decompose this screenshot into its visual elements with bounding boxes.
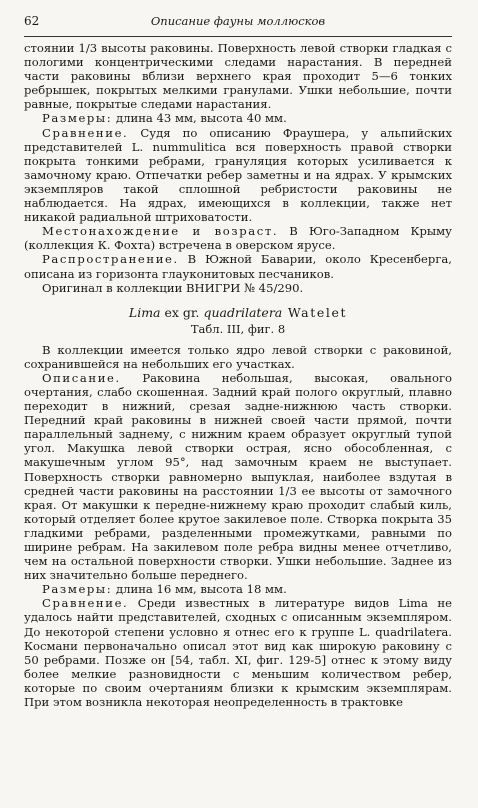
species-author: Watelet [282, 304, 348, 320]
dimensions-text: длина 43 мм, высота 40 мм. [112, 111, 287, 126]
species-name: quadrilatera [203, 304, 283, 320]
paragraph-locality [24, 224, 452, 252]
plate-reference: Табл. III, фиг. 8 [190, 321, 286, 336]
paragraph-collection: В коллекции имеется только ядро левой створки с раковиной, сохранившейся на небольших его участках. [24, 342, 452, 371]
dimensions-text-2: длина 16 мм, высота 18 мм. [112, 582, 287, 597]
page-header [24, 14, 452, 32]
running-title: Описание фауны моллюсков [150, 14, 326, 28]
locality-text: В Юго-Западном Крыму (коллекция К. Фохта) встречена в оверском ярусе. [24, 224, 453, 253]
heading-dimensions-2: Размеры: [42, 582, 113, 597]
paragraph-distribution [24, 252, 452, 280]
heading-distribution: Распространение. [42, 252, 179, 267]
distribution-text: В Южной Баварии, около Кресенберга, описана из горизонта глауконитовых песчаников. [24, 252, 452, 281]
header-rule [24, 36, 452, 37]
heading-dimensions: Размеры: [42, 111, 113, 126]
heading-comparison: Сравнение. [42, 125, 129, 140]
comparison-text: Судя по описанию Фраушера, у альпийских представителей L. nummulitica вся поверхность правой створки покрыта тонкими ребрами, грануляция которых усиливается к замочному краю. Отпечатки ребер заметны и на ядрах. У крымских экземпляров такой сплошной ребристости раковины не наблюдается. На ядрах, имеющихся в коллекции, также нет никакой радиальной штриховатости. [24, 125, 452, 225]
species-title [24, 305, 452, 321]
paragraph-comparison [24, 126, 452, 225]
page-number: 62 [24, 14, 40, 28]
paragraph-comparison-2 [24, 596, 452, 709]
heading-description: Описание. [42, 370, 121, 385]
paragraph-dimensions-2 [24, 582, 452, 596]
paragraph-description [24, 371, 452, 582]
genus-name: Lima [128, 304, 161, 320]
paragraph-continuation: стоянии 1/3 высоты раковины. Поверхность левой створки гладкая с пологими концентрическими следами нарастания. В передней части раковины вблизи верхнего края проходит 5—6 тонких ребрышек, покрытых мелкими гранулами. Ушки небольшие, почти равные, покрытые следами нарастания. [24, 41, 452, 112]
comparison-text-2: Среди известных в литературе видов Lima не удалось найти представителей, сходных с описанным экземпляром. До некоторой степени условно я отнес его к группе L. quadrilatera. Космани первоначально описал этот вид как широкую раковину с 50 ребрами. Позже он [54, табл. XI, фиг. 129-5] отнес к этому виду более мелкие разновидности с меньшим количеством ребер, которые по своим очертаниям близки к крымским экземплярам. При этом возникла некоторая неопределенность в трактовке [24, 596, 452, 710]
paragraph-original: Оригинал в коллекции ВНИГРИ № 45/290. [42, 280, 304, 295]
paragraph-dimensions [24, 111, 452, 125]
description-text: Раковина небольшая, высокая, овального очертания, слабо скошенная. Задний край полого округлый, плавно переходит в нижний, срезая задне-нижнюю часть створки. Передний край раковины в нижней своей части прямой, почти параллельный заднему, с нижним краем образует округлый тупой угол. Макушка левой створки острая, ясно обособленная, с макушечным углом 95°, над замочным краем не выступает. Поверхность створки равномерно выпуклая, наиболее вздутая в средней части раковины на расстоянии 1/3 ее высоты от замочного края. От макушки к передне-нижнему краю проходит слабый киль, который отделяет более крутое закилевое поле. Створка покрыта 35 гладкими ребрами, разделенными промежутками, равными по ширине ребрам. На закилевом поле ребра видны менее отчетливо, чем на остальной поверхности створки. Ушки небольшие. Заднее из них значительно больше переднего. [24, 370, 452, 583]
heading-locality: Местонахождение и возраст. [42, 224, 279, 239]
heading-comparison-2: Сравнение. [42, 596, 129, 611]
title-ex-gr: ex gr. [160, 304, 204, 320]
